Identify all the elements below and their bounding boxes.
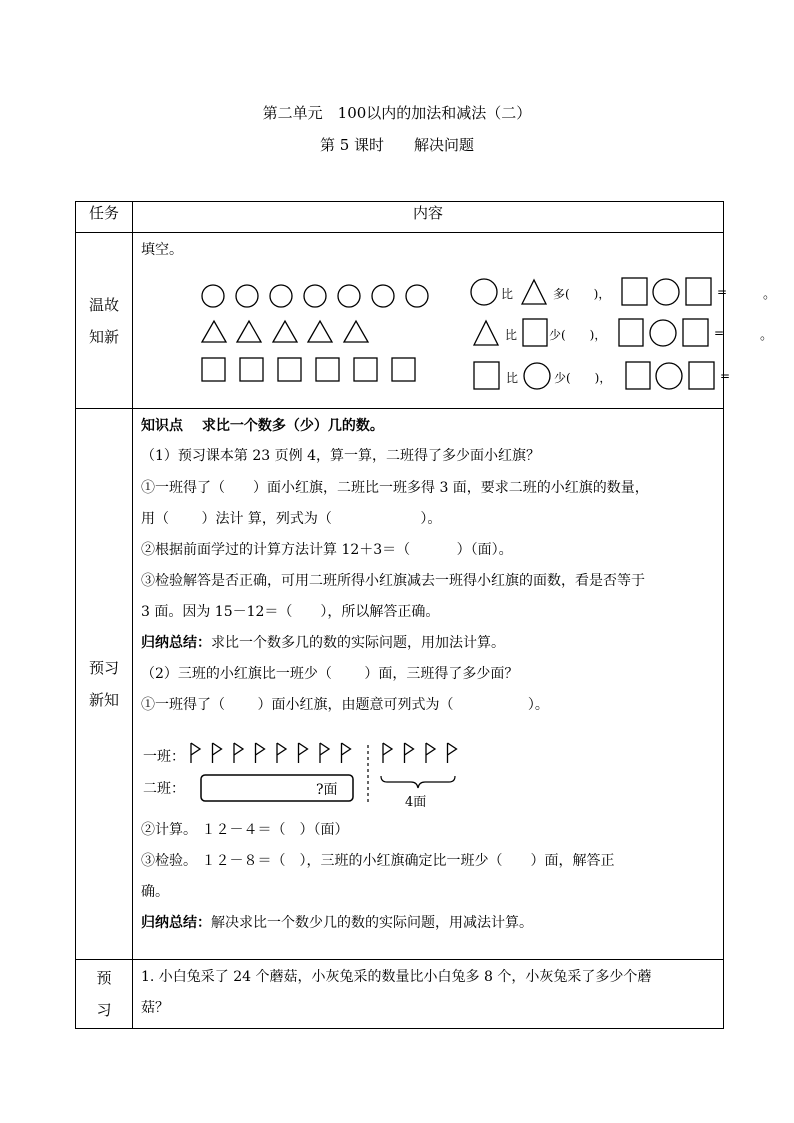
circle-shape: [406, 285, 428, 307]
class2-label: 二班：: [143, 781, 185, 797]
circle-shape: [338, 285, 360, 307]
flag-icon: [213, 743, 222, 763]
q1-step2: ②根据前面学过的计算方法计算 12＋3＝（ ）（面）。: [141, 542, 513, 558]
task-label: 预习: [88, 659, 119, 677]
lesson-title: 第 5 课时 解决问题: [319, 136, 475, 154]
review-task-cell: [76, 233, 133, 409]
triangle-shape: [344, 321, 368, 342]
circle-shape: [236, 285, 258, 307]
shapes-figure: [133, 233, 723, 408]
square-shape: [354, 358, 377, 381]
class1-label: 一班：: [143, 749, 185, 765]
practice-task-cell: [76, 960, 133, 1029]
triangle-shape: [237, 321, 261, 342]
preview-row: [76, 409, 724, 960]
eq2-bi: 比: [505, 328, 518, 342]
flag-icon: [299, 743, 308, 763]
flag-icon: [405, 743, 414, 763]
circle-shape: [304, 285, 326, 307]
eq1-duo: 多( )，: [553, 287, 611, 301]
eq2-equals: =: [714, 326, 725, 340]
eq3-equals: =: [720, 369, 731, 383]
practice-row: [76, 960, 724, 1029]
header-task: 任务: [76, 202, 133, 233]
eq3-shao: 少( )，: [554, 371, 612, 385]
summary-label: 归纳总结：: [141, 915, 211, 931]
eq3-bi: 比: [506, 371, 519, 385]
summary-2: [141, 912, 533, 932]
q2-step1: ①一班得了（ ）面小红旗，由题意可列式为（ ）。: [141, 697, 549, 713]
eq1-equals: =: [717, 285, 728, 299]
flag-icon: [320, 743, 329, 763]
q1-step1b: 用（ ）法计 算，列式为（ ）。: [141, 511, 442, 527]
header-content: 内容: [133, 202, 724, 233]
flag-icon: [342, 743, 351, 763]
square-shape: [278, 358, 301, 381]
problem-1-line1: 1. 小白兔采了 24 个蘑菇，小灰兔采的数量比小白兔多 8 个，小灰兔采了多少个蘑: [141, 969, 652, 985]
flag-icon: [277, 743, 286, 763]
table-header-row: [76, 202, 724, 233]
question-2: （2）三班的小红旗比一班少（ ）面，三班得了多少面？: [141, 666, 519, 682]
q2-step3b: 确。: [141, 884, 169, 900]
problem-1-line2: 菇？: [141, 1000, 169, 1016]
task-label: 新知: [88, 691, 119, 709]
flag-icon: [426, 743, 435, 763]
eq2-end: 。: [760, 328, 774, 343]
flag-icon: [191, 743, 200, 763]
review-row: [76, 233, 724, 409]
unit-title: 第二单元 100以内的加法和减法（二）: [262, 104, 532, 122]
summary-label: 归纳总结：: [141, 635, 211, 651]
flag-icon: [256, 743, 265, 763]
q1-step3b: 3 面。因为 15－12＝（ ），所以解答正确。: [141, 604, 440, 620]
summary-text: 求比一个数多几的数的实际问题，用加法计算。: [211, 635, 505, 651]
triangle-shape: [308, 321, 332, 342]
preview-content: [133, 409, 724, 960]
worksheet-table: [75, 201, 777, 1029]
task-label: 习: [96, 1001, 112, 1019]
preview-task-cell: [76, 409, 133, 960]
eq1-bi: 比: [501, 287, 514, 301]
flag-icon: [383, 743, 392, 763]
square-shape: [392, 358, 415, 381]
fill-blank-instruction: 填空。: [141, 242, 183, 258]
unknown-label: ?面: [316, 782, 338, 798]
square-shape: [202, 358, 225, 381]
summary-text: 解决求比一个数少几的数的实际问题，用减法计算。: [211, 915, 533, 931]
flag-icon: [448, 743, 457, 763]
task-label: 知新: [88, 327, 119, 346]
brace-label: 4面: [405, 795, 427, 810]
eq1-end: 。: [763, 287, 777, 302]
q1-step1a: ①一班得了（ ）面小红旗，二班比一班多得 3 面，要求二班的小红旗的数量，: [141, 480, 649, 496]
square-shape: [316, 358, 339, 381]
circle-shape: [372, 285, 394, 307]
flag-icon: [234, 743, 243, 763]
circle-shape: [270, 285, 292, 307]
summary-1: [141, 632, 505, 652]
circle-shape: [202, 285, 224, 307]
eq2-shao: 少( )，: [549, 328, 607, 342]
square-shape: [240, 358, 263, 381]
knowledge-point: 知识点 求比一个数多（少）几的数。: [141, 418, 384, 434]
practice-content: [133, 960, 724, 1029]
triangle-shape: [202, 321, 226, 342]
triangle-shape: [273, 321, 297, 342]
task-label: 预: [96, 969, 112, 987]
review-content: [133, 233, 777, 409]
q2-step2: ②计算。 １２－４＝（ ）（面）: [141, 822, 349, 838]
q1-step3a: ③检验解答是否正确，可用二班所得小红旗减去一班得小红旗的面数，看是否等于: [141, 573, 645, 589]
brace: [381, 776, 455, 788]
task-label: 温故: [88, 295, 119, 314]
q2-step3: ③检验。 １２－８＝（ ），三班的小红旗确定比一班少（ ）面，解答正: [141, 853, 615, 869]
question-1: （1）预习课本第 23 页例 4，算一算，二班得了多少面小红旗？: [141, 448, 540, 464]
